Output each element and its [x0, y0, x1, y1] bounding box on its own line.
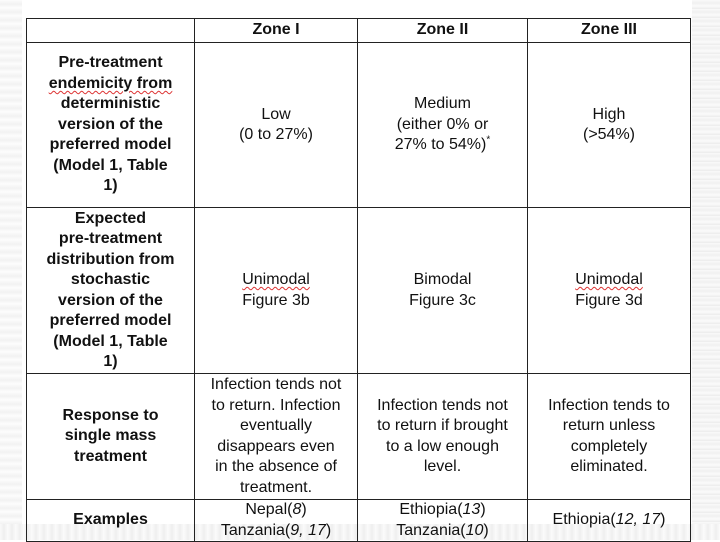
cell-examples-zone-3: [528, 500, 691, 542]
row-header-endemicity: Pre-treatment endemicity from deterministic version of the preferred model (Model 1, Table 1): [27, 43, 195, 208]
unimodal-word: Unimodal: [242, 271, 310, 288]
cell-endemicity-zone-1: Low (0 to 27%): [195, 43, 358, 208]
cell-response-zone-2: Infection tends not to return if brought to a low enough level.: [358, 374, 528, 500]
row-response: [27, 374, 691, 500]
endemicity-word: endemicity from: [48, 74, 173, 92]
row-endemicity: [27, 43, 691, 208]
footnote-mark: *: [486, 134, 491, 146]
header-row: [27, 19, 691, 43]
cell-response-zone-3: Infection tends to return unless completely eliminated.: [528, 374, 691, 500]
example-entry: Nepal(8): [245, 501, 307, 518]
column-header-zone-1: Zone I: [195, 19, 358, 43]
cell-distribution-zone-2: Bimodal Figure 3c: [358, 208, 528, 374]
example-entry: Ethiopia(13): [399, 501, 486, 518]
corner-cell: [27, 19, 195, 43]
example-entry: Ethiopia(12, 17): [552, 511, 666, 529]
row-header-examples: Examples: [27, 500, 195, 542]
cell-examples-zone-2: [358, 500, 528, 542]
page-edge-right: [692, 0, 720, 540]
page-edge-left: [0, 0, 22, 540]
cell-response-zone-1: Infection tends not to return. Infection eventually disappears even in the absence of treatment.: [195, 374, 358, 500]
cell-distribution-zone-3: Unimodal Figure 3d: [528, 208, 691, 374]
example-entry: Tanzania(10): [396, 521, 489, 539]
row-distribution: [27, 208, 691, 374]
cell-distribution-zone-1: Unimodal Figure 3b: [195, 208, 358, 374]
cell-endemicity-zone-2: Medium (either 0% or 27% to 54%)*: [358, 43, 528, 208]
row-header-response: Response to single mass treatment: [27, 374, 195, 500]
row-header-distribution: Expected pre-treatment distribution from stochastic version of the preferred model (Model 1, Table 1): [27, 208, 195, 374]
cell-examples-zone-1: [195, 500, 358, 542]
column-header-zone-2: Zone II: [358, 19, 528, 43]
cell-endemicity-zone-3: High (>54%): [528, 43, 691, 208]
unimodal-word: Unimodal: [575, 271, 643, 288]
example-entry: Tanzania(9, 17): [220, 521, 332, 539]
column-header-zone-3: Zone III: [528, 19, 691, 43]
zones-table: [26, 18, 691, 542]
row-examples: [27, 500, 691, 542]
